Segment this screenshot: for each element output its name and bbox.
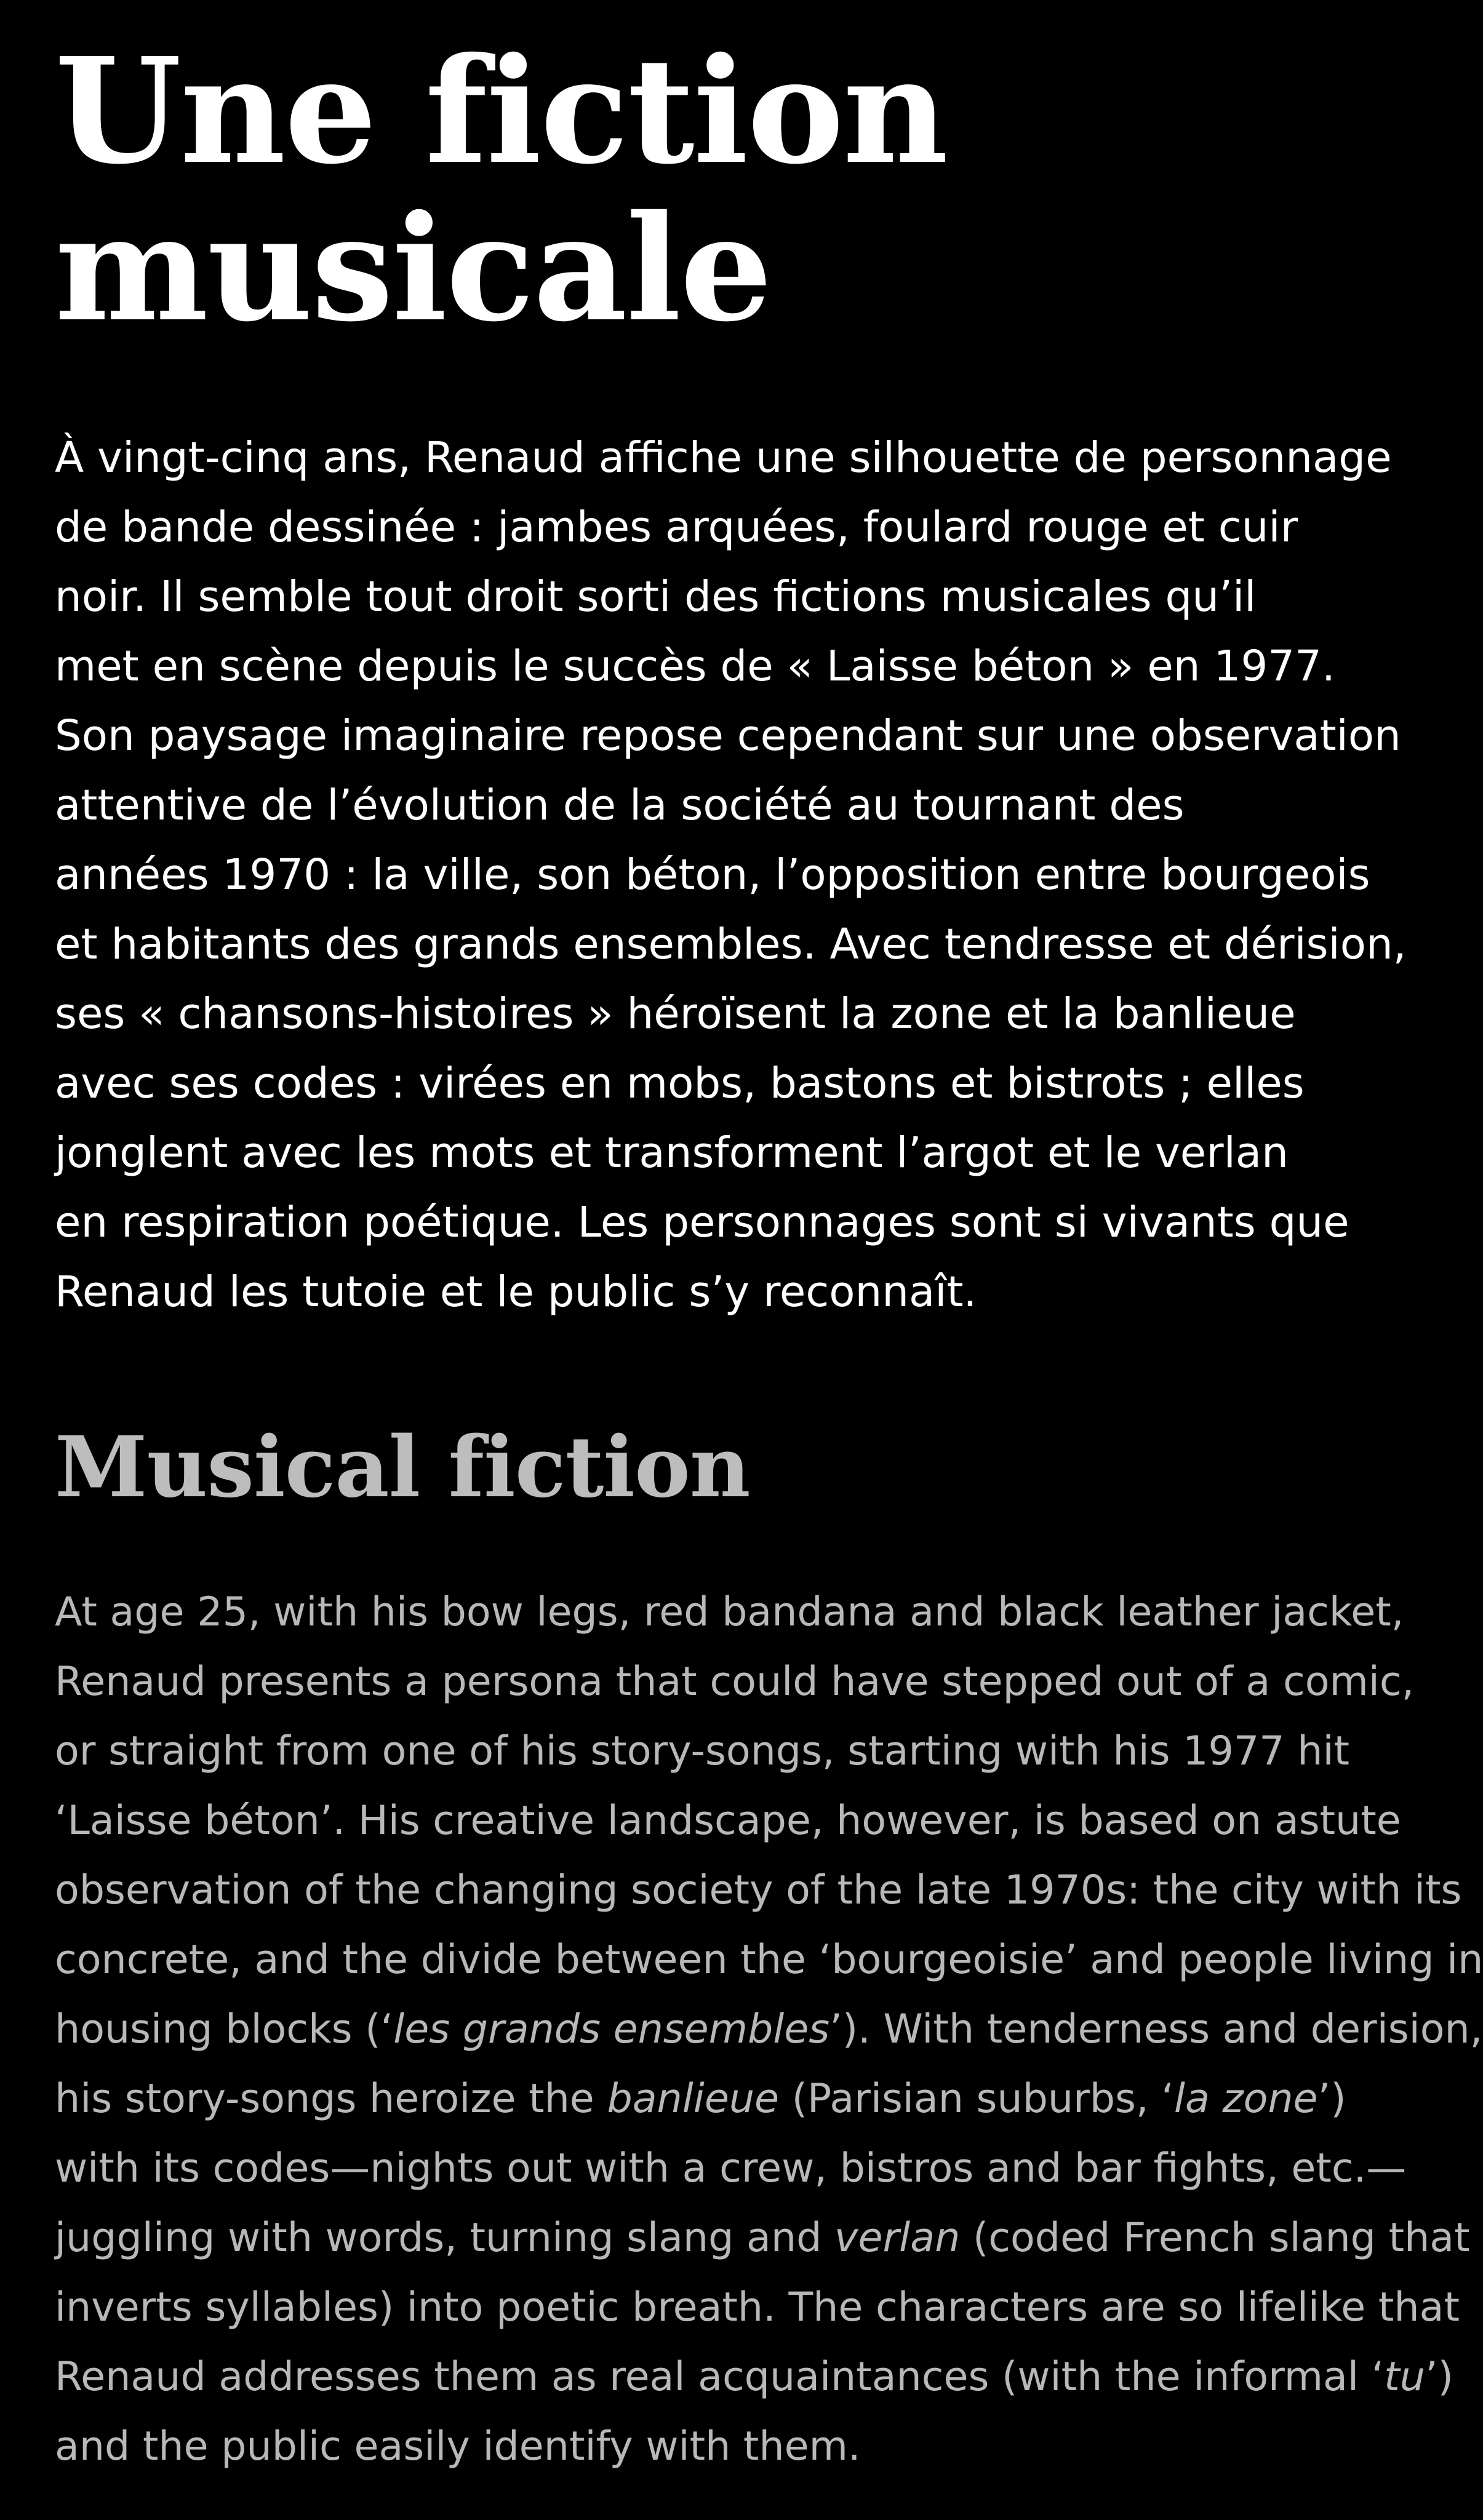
italic-term: les grands ensembles bbox=[393, 2006, 830, 2052]
french-paragraph-line: À vingt-cinq ans, Renaud affiche une silhouette de personnage bbox=[55, 433, 1392, 482]
french-paragraph-line: attentive de l’évolution de la société au tournant des bbox=[55, 781, 1185, 830]
french-paragraph-line: met en scène depuis le succès de « Laisse béton » en 1977. bbox=[55, 642, 1335, 691]
french-paragraph-line: noir. Il semble tout droit sorti des fictions musicales qu’il bbox=[55, 572, 1257, 621]
text-segment: housing blocks (‘ bbox=[55, 2006, 394, 2052]
text-segment: juggling with words, turning slang and bbox=[55, 2215, 834, 2261]
french-paragraph-line: jonglent avec les mots et transforment l’argot et le verlan bbox=[55, 1128, 1289, 1178]
english-paragraph-line bbox=[55, 1717, 1421, 1786]
english-paragraph-line bbox=[55, 2203, 1470, 2273]
text-segment: ’) bbox=[1317, 2076, 1346, 2122]
text-segment: At age 25, with his bow legs, red bandana and black leather jacket, bbox=[55, 1589, 1404, 1635]
text-segment: Renaud addresses them as real acquaintances (with the informal ‘ bbox=[55, 2354, 1385, 2400]
italic-term: la zone bbox=[1173, 2076, 1318, 2122]
english-paragraph-line bbox=[55, 1786, 1421, 1856]
text-segment: with its codes—nights out with a crew, bistros and bar fights, etc.— bbox=[55, 2145, 1407, 2191]
french-title-line: Une fiction bbox=[55, 25, 948, 196]
french-paragraph-line: années 1970 : la ville, son béton, l’opposition entre bourgeois bbox=[55, 850, 1370, 899]
text-segment: ‘Laisse béton’. His creative landscape, however, is based on astute bbox=[55, 1798, 1401, 1844]
english-paragraph-line bbox=[55, 2342, 1453, 2412]
text-segment: and the public easily identify with them. bbox=[55, 2423, 861, 2470]
english-paragraph-line bbox=[55, 1647, 1421, 1717]
text-segment: or straight from one of his story-songs, starting with his 1977 hit bbox=[55, 1728, 1349, 1774]
french-paragraph-line: avec ses codes : virées en mobs, bastons et bistrots ; elles bbox=[55, 1059, 1305, 1108]
english-paragraph-line bbox=[55, 2273, 1460, 2342]
italic-term: banlieue bbox=[607, 2076, 780, 2122]
english-paragraph-line bbox=[55, 1577, 1421, 1647]
text-segment: Renaud presents a persona that could have stepped out of a comic, bbox=[55, 1659, 1415, 1705]
english-paragraph bbox=[55, 1577, 1483, 2481]
text-segment: (coded French slang that bbox=[960, 2215, 1470, 2261]
text-segment: his story-songs heroize the bbox=[55, 2076, 607, 2122]
italic-term: verlan bbox=[834, 2215, 961, 2261]
french-paragraph-line: Son paysage imaginaire repose cependant sur une observation bbox=[55, 711, 1401, 760]
text-segment: observation of the changing society of the late 1970s: the city with its bbox=[55, 1867, 1462, 1913]
french-paragraph-line: de bande dessinée : jambes arquées, foulard rouge et cuir bbox=[55, 503, 1298, 552]
text-segment: ’) bbox=[1425, 2354, 1453, 2400]
french-paragraph-line: en respiration poétique. Les personnages sont si vivants que bbox=[55, 1198, 1349, 1247]
english-paragraph-line bbox=[55, 1925, 1483, 1995]
english-paragraph-line bbox=[55, 2412, 1421, 2481]
french-paragraph-line: Renaud les tutoie et le public s’y reconnaît. bbox=[55, 1267, 977, 1317]
text-segment: (Parisian suburbs, ‘ bbox=[779, 2076, 1174, 2122]
french-paragraph-line: ses « chansons-histoires » héroïsent la zone et la banlieue bbox=[55, 989, 1296, 1039]
english-paragraph-line bbox=[55, 1995, 1483, 2064]
english-paragraph-line bbox=[55, 1856, 1462, 1925]
english-paragraph-line bbox=[55, 2064, 1421, 2134]
text-segment: ’). With tenderness and derision, bbox=[829, 2006, 1483, 2052]
french-paragraph bbox=[55, 423, 1409, 1327]
english-title: Musical fiction bbox=[55, 1418, 750, 1517]
text-segment: concrete, and the divide between the ‘bourgeoisie’ and people living in bbox=[55, 1937, 1483, 1983]
french-title bbox=[55, 25, 1409, 354]
text-segment: inverts syllables) into poetic breath. The characters are so lifelike that bbox=[55, 2284, 1460, 2331]
italic-term: tu bbox=[1384, 2354, 1425, 2400]
english-paragraph-line bbox=[55, 2134, 1421, 2203]
french-title-line: musicale bbox=[55, 183, 772, 354]
french-paragraph-line: et habitants des grands ensembles. Avec tendresse et dérision, bbox=[55, 920, 1407, 969]
